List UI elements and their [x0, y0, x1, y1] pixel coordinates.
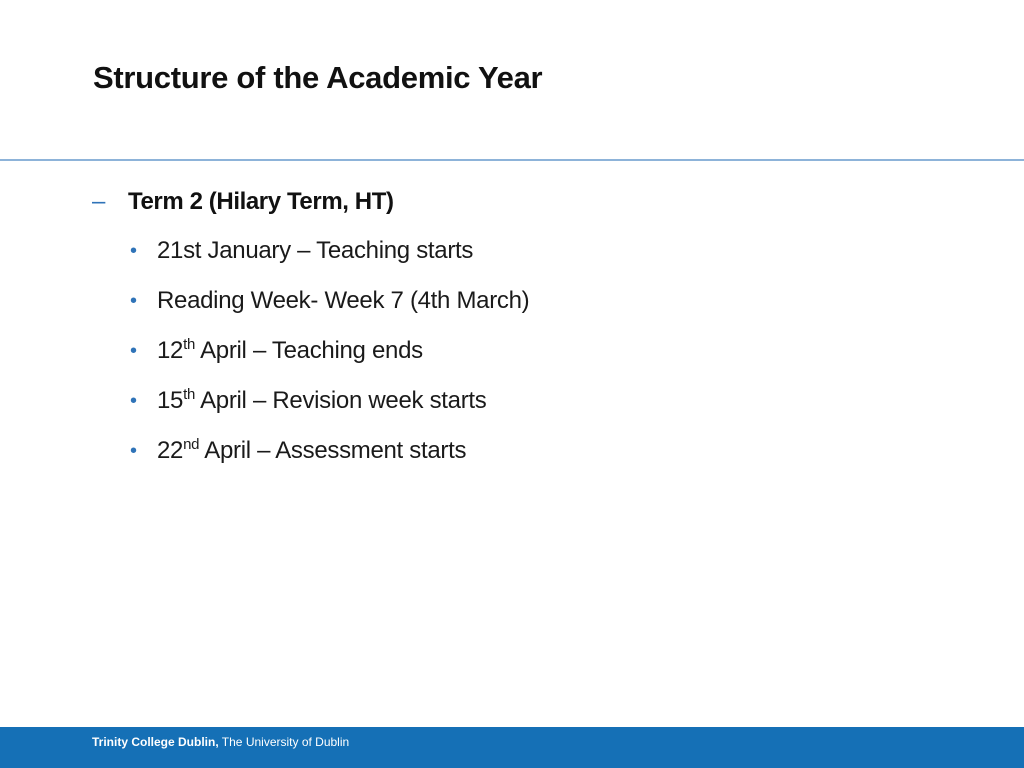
- slide-title: Structure of the Academic Year: [93, 60, 543, 95]
- bullet-icon: •: [130, 440, 138, 462]
- footer-subtitle: The University of Dublin: [218, 735, 350, 749]
- list-item: [130, 284, 529, 334]
- date-list: [130, 234, 529, 484]
- list-item: [130, 434, 529, 484]
- list-item-text: [157, 434, 466, 468]
- list-item-text: [157, 384, 486, 418]
- footer-text: [92, 735, 349, 749]
- list-item-text: 21st January – Teaching starts: [157, 237, 474, 264]
- list-item-text: [157, 334, 423, 368]
- list-item-text: Reading Week- Week 7 (4th March): [157, 287, 530, 314]
- ordinal-suffix: th: [183, 336, 196, 353]
- bullet-icon: •: [130, 340, 138, 362]
- term-label: Term 2 (Hilary Term, HT): [128, 188, 394, 215]
- day-number: 12: [157, 337, 184, 364]
- item-description: April – Revision week starts: [195, 387, 487, 414]
- ordinal-suffix: th: [183, 386, 196, 403]
- ordinal-suffix: nd: [183, 436, 200, 453]
- bullet-icon: •: [130, 240, 138, 262]
- title-divider: [0, 159, 1024, 161]
- footer-institution: Trinity College Dublin,: [92, 735, 219, 749]
- bullet-icon: •: [130, 290, 138, 312]
- list-item: [130, 384, 529, 434]
- day-number: 15: [157, 387, 184, 414]
- term-heading: [92, 185, 394, 219]
- list-item: [130, 334, 529, 384]
- footer-bar: [0, 727, 1024, 768]
- item-description: April – Assessment starts: [199, 437, 467, 464]
- list-item: [130, 234, 529, 284]
- day-number: 22: [157, 437, 184, 464]
- bullet-icon: •: [130, 390, 138, 412]
- item-description: April – Teaching ends: [195, 337, 423, 364]
- dash-bullet: –: [92, 188, 106, 215]
